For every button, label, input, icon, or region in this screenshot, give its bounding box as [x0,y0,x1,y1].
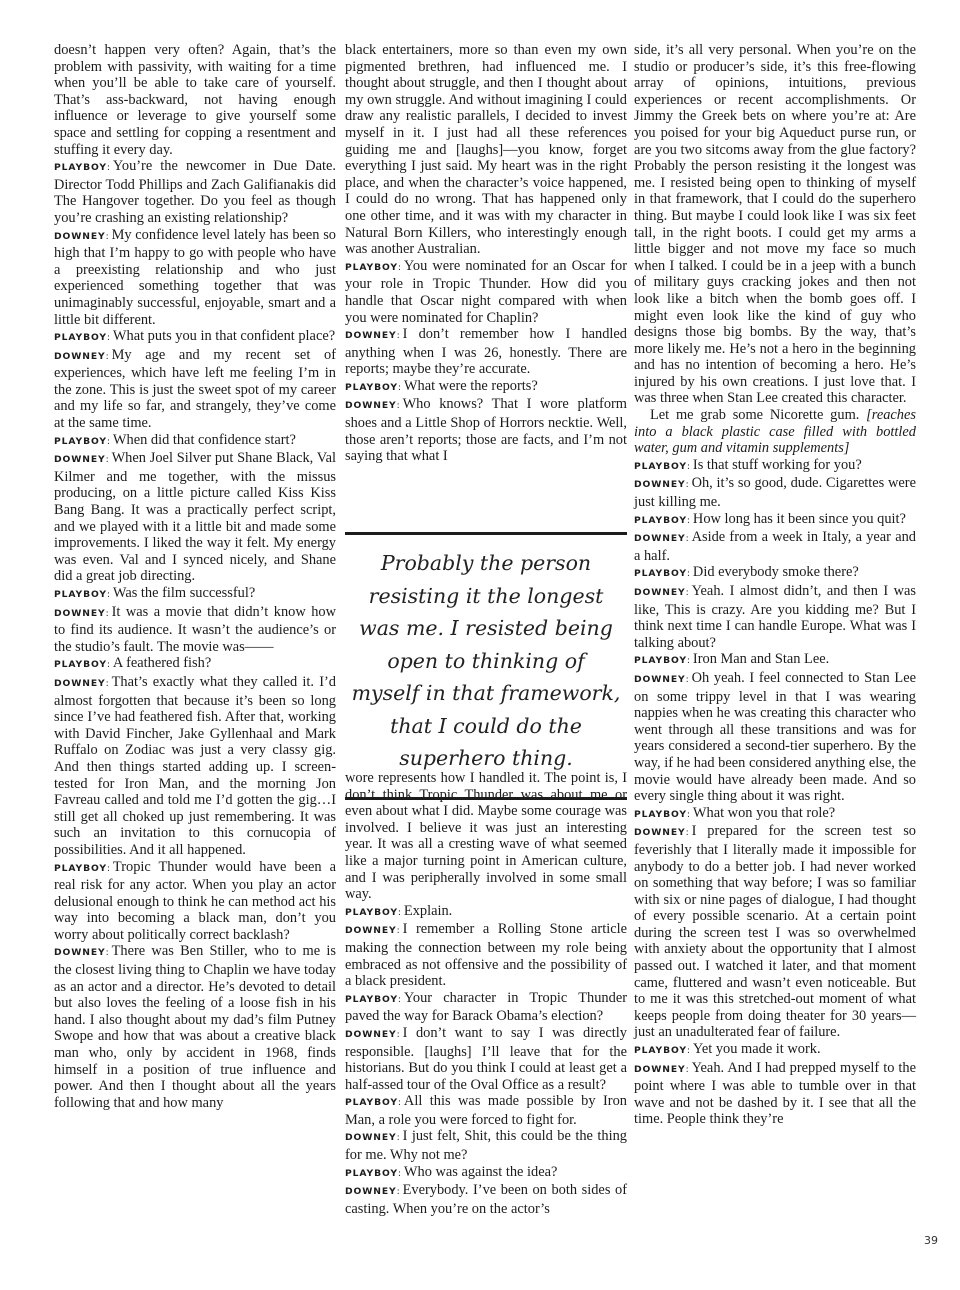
paragraph-text: I remember a Rolling Stone article making the connection between my role being embraced as not offensive and the possibility of a black president. [345,921,627,990]
column-3 [634,42,916,1128]
paragraph-text: wore represents how I handled it. The point is, I don’t think Tropic Thunder was about me or even about what I did. Maybe some courage was involved. I believe it was just an interesting year. It was all a cresting wave of what seemed like a major turning point in American culture, and I was peripherally involved in some small way. [345,770,627,903]
paragraph-text: My confidence level lately has been so high that I’m happy to go with people who have a preexisting relationship and who just experienced something together that was unimaginably successful, enjoyable, smart and a little bit different. [54,226,336,328]
interview-exchange [345,396,627,464]
speaker-label: DOWNEY : [634,1064,690,1075]
paragraph-text: I don’t want to say I was directly responsible. [laughs] I’ll leave that for the historians. But do you think I could at least get a half-assed tour of the Oval Office as a result? [345,1024,627,1093]
paragraph-text: Did everybody smoke there? [692,564,859,581]
speaker-label: DOWNEY : [634,587,690,598]
paragraph-text: You’re the newcomer in Due Date. Director Todd Phillips and Zach Galifianakis did The Hangover together. Do you feel as though you’re crashing an existing relationship? [54,158,336,226]
interview-exchange [345,378,627,397]
paragraph-text: That’s exactly what they called it. I’d almost forgotten that because it’s been so long since I’ve had feathered fish. After that, working with David Fincher, Jake Gyllenhaal and Mark Ruffalo on Zodiac was just a very classy gig. And then things started adding up. I screen-tested for Iron Man, and the morning Jon Favreau called and told me I’d gotten the gig…I still get all choked up just remembering. It was such an invitation to this cornucopia of possibilities. And it all happened. [54,673,336,858]
interview-exchange [54,328,336,347]
column-2 [345,42,627,465]
interview-exchange [345,326,627,378]
paragraph-text: Aside from a week in Italy, a year and a half. [634,529,916,564]
paragraph-text: Oh, it’s so good, dude. Cigarettes were just killing me. [634,475,916,511]
interview-exchange [634,1041,916,1060]
paragraph-text: Was the film successful? [112,585,256,601]
interview-exchange [345,1128,627,1163]
paragraph-text: How long has it been since you quit? [692,510,906,527]
speaker-label: PLAYBOY : [54,436,111,447]
speaker-label: PLAYBOY : [634,568,691,579]
speaker-label: DOWNEY : [54,608,110,619]
speaker-label: PLAYBOY : [345,994,402,1005]
interview-exchange [54,943,336,1111]
paragraph-text: There was Ben Stiller, who to me is the closest living thing to Chaplin we have today as an actor and a director. He’s devoted to detail but also loves the feeling of a loose fish in his hand. I also thought about my dad’s film Putney Swope and how that was about a creative black man who, only by accident in 1968, finds himself in a position of true influence and power. And then I thought about all the years following that and how many [54,943,336,1111]
speaker-label: PLAYBOY : [345,382,402,393]
paragraph-text: Iron Man and Stan Lee. [692,651,830,668]
interview-paragraph [634,42,916,407]
speaker-label: DOWNEY : [54,947,110,958]
interview-exchange [345,258,627,326]
interview-exchange [634,670,916,805]
speaker-label: PLAYBOY : [54,589,111,600]
paragraph-text: Let me grab some Nicorette gum. [650,407,860,424]
paragraph-text: Who knows? That I wore platform shoes and a Little Shop of Horrors necktie. Well, those aren’t reports; those are facts, and I’m not saying that what I [345,396,627,465]
paragraph-text: doesn’t happen very often? Again, that’s the problem with passivity, with waiting for a time when you’ll be able to take care of yourself. That’s ass-backward, not having enough influence or leverage to give yourself some space and settling for copping a resentment and stuffing it every day. [54,42,336,158]
interview-exchange [54,347,336,432]
paragraph-text: When Joel Silver put Shane Black, Val Kilmer and me together, with the missus producing, on a little picture called Kiss Kiss Bang Bang. It was a practically perfect script, and we played with it a little bit and made some improvements. I liked the way it felt. My energy was even. Val and I synced nicely, and Shane did a great job directing. [54,450,336,585]
speaker-label: DOWNEY : [345,1029,401,1040]
paragraph-text: Yet you made it work. [692,1041,821,1058]
interview-exchange [345,1025,627,1093]
paragraph-text: When did that confidence start? [112,431,296,448]
paragraph-text: Is that stuff working for you? [692,456,862,473]
interview-exchange [54,604,336,656]
speaker-label: DOWNEY : [634,479,690,490]
interview-exchange [54,655,336,674]
speaker-label: PLAYBOY : [345,1168,402,1179]
interview-exchange [634,475,916,510]
interview-exchange [634,529,916,564]
speaker-label: DOWNEY : [634,827,690,838]
paragraph-text: Tropic Thunder would have been a real risk for any actor. When you play an actor delusional enough to think he can method act his way into becoming a black man, don’t you worry about politically correct backlash? [54,858,336,943]
paragraph-text: Your character in Tropic Thunder paved the way for Barack Obama’s election? [345,989,627,1025]
paragraph-text: side, it’s all very personal. When you’re on the studio or producer’s side, it’s this free-flowing array of opinions, intuitions, previous experiences or recent accomplishments. Or Jimmy the Greek bets on where you’re at: Are you poised for your big Aqueduct purse run, or are you two sitcoms away from the glue factory? Probably the person resisting it the longest was me. I resisted being open to thinking of myself in that framework, that I could do the superhero thing. But maybe I could look like I was six feet tall, in the right boots. I could get my arms a little bigger and not move my face so much when I talked. I could be in a jeep with a bunch of military guys cracking jokes and then not look like a bitch when the bomb goes off. I might even look like the kind of guy who designs those big bombs. By the way, that’s more likely me. He’s not a hero in the beginning and has no intention of becoming a hero. He’s injured by his own creations. I just love that. I was three when Stan Lee created this character. [634,42,916,407]
interview-exchange [634,651,916,670]
speaker-label: PLAYBOY : [345,907,402,918]
speaker-label: PLAYBOY : [345,1097,402,1108]
paragraph-text: Who was against the idea? [403,1163,558,1180]
paragraph-text: You were nominated for an Oscar for your role in Tropic Thunder. How did you handle that Oscar night compared with when you were nominated for Chaplin? [345,257,627,326]
paragraph-text: What won you that role? [692,804,836,821]
column-1 [54,42,336,1111]
interview-exchange [634,805,916,824]
speaker-label: DOWNEY : [54,351,110,362]
speaker-label: PLAYBOY : [634,1045,691,1056]
interview-paragraph [54,42,336,158]
interview-exchange [345,990,627,1025]
speaker-label: PLAYBOY : [54,659,111,670]
paragraph-text: My age and my recent set of experiences, which have left me feeling I’m in the zone. This is just the sweet spot of my career and my life so far, and strangely, they’ve come at the same time. [54,346,336,432]
speaker-label: DOWNEY : [345,1132,401,1143]
interview-exchange [54,227,336,329]
speaker-label: DOWNEY : [634,674,690,685]
interview-exchange [634,511,916,530]
speaker-label: DOWNEY : [54,454,110,465]
pull-quote: Probably the person resisting it the longest was me. I resisted being open to thinking of myself in that framework, that I could do the superhero thing. [345,532,627,800]
speaker-label: DOWNEY : [634,533,690,544]
paragraph-text: Yeah. I almost didn’t, and then I was like, This is crazy. Are you kidding me? But I think next time I can handle Europe. What was I talking about? [634,583,916,651]
paragraph-text: It was a movie that didn’t know how to find its audience. It wasn’t the audience’s or the studio’s fault. The movie was—— [54,603,336,655]
paragraph-text: I prepared for the screen test so feverishly that I literally made it impossible for anybody to do a better job. I had never worked on something that way before; I was so familiar with six or nine pages of dialogue, I had thought of every possible scenario. At a certain point during the screen test I was so overwhelmed with anxiety about the opportunity that I almost passed out. I watched it later, and that moment came, fluttered and wasn’t even noticeable. But to me it was this stretched-out moment of what keeps people from doing theater for 30 years—just an unadulterated fear of failure. [634,823,916,1041]
paragraph-text: What were the reports? [403,377,538,394]
interview-paragraph [345,42,627,258]
interview-exchange [54,432,336,451]
interview-exchange [345,1182,627,1217]
interview-paragraph [634,407,916,457]
paragraph-text: Oh yeah. I feel connected to Stan Lee on some trippy level in that I was wearing nappies when he was creating this character who went through all these transitions and was for years considered a second-tier superhero. By the way, if he had been considered anything else, the movie would have already been made. And so every single thing about it was right. [634,669,916,805]
interview-exchange [54,450,336,585]
interview-exchange [54,859,336,944]
interview-exchange [634,823,916,1041]
speaker-label: PLAYBOY : [345,262,402,273]
interview-exchange [345,903,627,922]
paragraph-text: I just felt, Shit, this could be the thing for me. Why not me? [345,1128,627,1164]
interview-exchange [54,158,336,226]
paragraph-text: Explain. [403,902,453,919]
interview-exchange [345,1093,627,1128]
speaker-label: PLAYBOY : [54,332,111,343]
paragraph-text: black entertainers, more so than even my own pigmented brethren, had influenced me. I thought about struggle, and then I thought about my own struggle. And without imagining I could draw any realistic parallels, I decided to invest myself in it. I just had all these references guiding me and [laughs]—you know, forget everything I just said. My heart was in the right place, and when the character’s voice happened, I could do no wrong. That has happened only one other time, and it was with my character in Natural Born Killers, who interestingly enough was another Australian. [345,42,627,258]
interview-exchange [54,674,336,859]
paragraph-text: Everybody. I’ve been on both sides of casting. When you’re on the actor’s [345,1182,627,1217]
speaker-label: PLAYBOY : [54,863,111,874]
speaker-label: PLAYBOY : [634,515,691,526]
page-number: 39 [924,1234,938,1247]
speaker-label: PLAYBOY : [634,809,691,820]
speaker-label: DOWNEY : [345,925,401,936]
interview-exchange [345,921,627,989]
speaker-label: DOWNEY : [54,231,110,242]
paragraph-text: Yeah. And I had prepped myself to the point where I was able to tumble over in that wave and not be dashed by it. I see that all the time. People think they’re [634,1059,916,1128]
column-2-continued [345,770,627,1217]
interview-exchange [634,583,916,651]
speaker-label: DOWNEY : [345,1186,401,1197]
interview-exchange [345,1164,627,1183]
interview-exchange [634,564,916,583]
speaker-label: DOWNEY : [345,400,401,411]
speaker-label: DOWNEY : [54,678,110,689]
interview-exchange [634,1060,916,1128]
interview-exchange [634,457,916,476]
interview-exchange [54,585,336,604]
speaker-label: PLAYBOY : [54,162,111,173]
paragraph-text: What puts you in that confident place? [112,328,336,345]
stage-direction: [reaches into a black plastic case filled with bottled water, gum and vitamin supplements] [634,407,916,457]
paragraph-text: A feathered fish? [112,655,212,672]
paragraph-text: I don’t remember how I handled anything when I was 26, honestly. There are reports; maybe they’re accurate. [345,326,627,378]
speaker-label: PLAYBOY : [634,655,691,666]
speaker-label: PLAYBOY : [634,461,691,472]
speaker-label: DOWNEY : [345,330,401,341]
paragraph-text: All this was made possible by Iron Man, a role you were forced to fight for. [345,1093,627,1128]
